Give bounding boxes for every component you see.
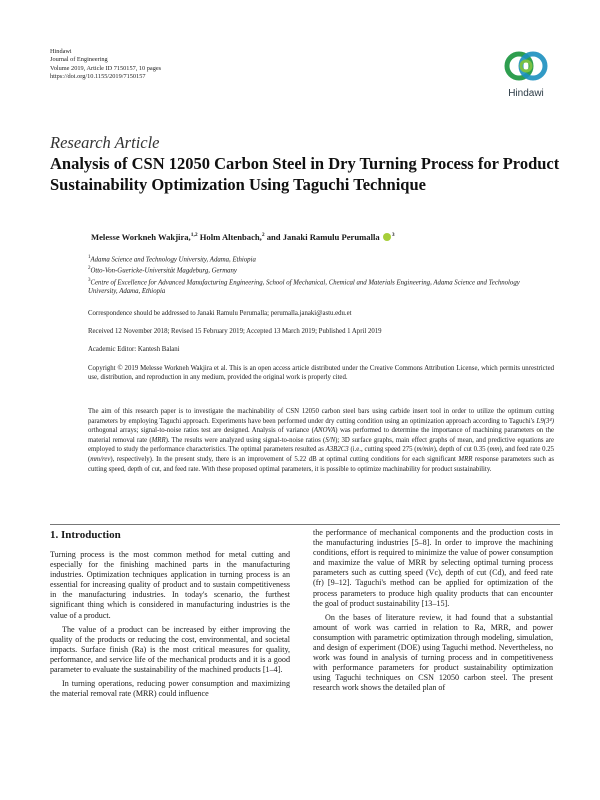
paragraph: On the bases of literature review, it had found that a substantial amount of work was carried in relation to Ra, MRR, and power consumption with parametric optimization through modeling, simulation, and design of experiment (DOE) using Taguchi method. Nevertheless, no work was found in analysis of turning process and in competitiveness with performance parameters for product sustainability optimization using Taguchi techniques on CSN 12050 carbon steel. The present research work shows the detailed plan of bbox=[313, 612, 553, 693]
author-affil-sup: 3 bbox=[391, 232, 395, 239]
affiliation: $^2$Otto-Von-Guericke-Universität Magdeburg, Germany bbox=[88, 266, 237, 275]
author-name[interactable]: Holm Altenbach, bbox=[199, 232, 262, 242]
publication-dates: Received 12 November 2018; Revised 15 February 2019; Accepted 13 March 2019; Published 1 April 2019 bbox=[88, 328, 382, 335]
paragraph: the performance of mechanical components and the production costs in the manufacturing industries [5–8]. In order to improve the machining conditions, effort is required to minimize the value of power consumption and maximize the value of MRR by selecting optimal turning process parameters such as cutting speed (Vc), depth of cut (Cd), and feed rate (fr) [9–12]. Taguchi's method can be applied for optimization of the process parameters to produce high quality products that can encounter the goal of product sustainability [13–15]. bbox=[313, 528, 553, 608]
section-heading: 1. Introduction bbox=[50, 529, 121, 541]
body-column-right bbox=[313, 528, 553, 698]
author-name[interactable]: and Janaki Ramulu Perumalla bbox=[266, 232, 380, 242]
array-notation: L9(3⁴) bbox=[536, 417, 555, 425]
paper-title: Analysis of CSN 12050 Carbon Steel in Dry Turning Process for Product Sustainability Optimization Using Taguchi Technique bbox=[50, 154, 560, 194]
publisher-name: Hindawi bbox=[50, 48, 72, 55]
body-column-left bbox=[50, 550, 290, 703]
affiliations bbox=[88, 253, 548, 296]
orcid-icon[interactable] bbox=[383, 233, 391, 241]
optimal-params: A3B2C3 bbox=[325, 446, 349, 454]
author-name[interactable]: Melesse Workneh Wakjira, bbox=[91, 232, 191, 242]
volume-line: Volume 2019, Article ID 7150157, 10 pages bbox=[50, 64, 162, 72]
article-type: Research Article bbox=[50, 133, 160, 152]
doi-link[interactable]: https://doi.org/10.1155/2019/7150157 bbox=[50, 72, 146, 80]
paragraph: Turning process is the most common method for metal cutting and especially for the finishing machined parts in the manufacturing industries. Optimization techniques application in turning process is an essential for increasing quality of product and to sustain competitiveness in the manufacturing industries. In today's scenario, the furthest significant thing which is considered in manufacturing industries is the value of a product. bbox=[50, 550, 290, 620]
copyright-notice: Copyright © 2019 Melesse Workneh Wakjira et al. This is an open access article distributed under the Creative Commons Attribution License, which permits unrestricted use, distribution, and reproduction in any medium, provided the original work is properly cited. bbox=[88, 365, 554, 381]
paragraph: In turning operations, reducing power consumption and maximizing the material removal rate (MRR) could influence bbox=[50, 679, 290, 699]
hindawi-logo-text: Hindawi bbox=[508, 88, 544, 99]
paragraph: The value of a product can be increased by either improving the quality of the products or reducing the cost, environmental, and societal impacts. Surface finish (Ra) is the most critical measures for quality, performance, and service life of the mechanical products and it is a good parameter to evaluate the sustainability of the machined products [1–4]. bbox=[50, 624, 290, 675]
correspondence: Correspondence should be addressed to Janaki Ramulu Perumalla; perumalla.janaki@astu.edu.et bbox=[88, 310, 352, 317]
author-affil-sup: 2 bbox=[261, 232, 265, 239]
affiliation: $^3$Centre of Excellence for Advanced Manufacturing Engineering, School of Mechanical, Chemical and Materials Engineering, Adama Science and Technology University, Adama, Ethiopia bbox=[88, 277, 520, 295]
section-divider bbox=[50, 524, 560, 525]
abstract: The aim of this research paper is to investigate the machinability of CSN 12050 carbon steel bars using carbide insert tool in order to utilize the optimum cutting parameters by employing Taguchi approach. Experiments have been performed under dry cutting condition using an optimization approach according to Taguchi's L9(3⁴) orthogonal arrays; signal-to-noise ratios test are designed. Analysis of variance (ANOVA) was performed to determine the importance of machining parameters on the material removal rate (MRR). The results were analyzed using signal-to-noise ratios (S/N); 3D surface graphs, main effect graphs of mean, and predictive equations are employed to study the performance characteristics. The optimal parameters resulted as A3B2C3 (i.e., cutting speed 275 (m/min), depth of cut 0.35 (mm), and feed rate 0.25 (mm/rev), respectively). In the present study, there is an improvement of 5.22 dB at optimal cutting conditions for each significant MRR response parameters such as cutting speed, depth of cut, and feed rate. With these proposed optimal parameters, it is possible to optimize machinability for product sustainability. bbox=[88, 408, 555, 473]
journal-name: Journal of Engineering bbox=[50, 56, 108, 64]
journal-meta bbox=[50, 48, 161, 81]
academic-editor: Academic Editor: Kantesh Balani bbox=[88, 346, 180, 353]
affiliation: $^1$Adama Science and Technology University, Adama, Ethiopia bbox=[88, 255, 256, 264]
author-list bbox=[91, 232, 395, 242]
author-affil-sup: 1,2 bbox=[190, 232, 198, 239]
